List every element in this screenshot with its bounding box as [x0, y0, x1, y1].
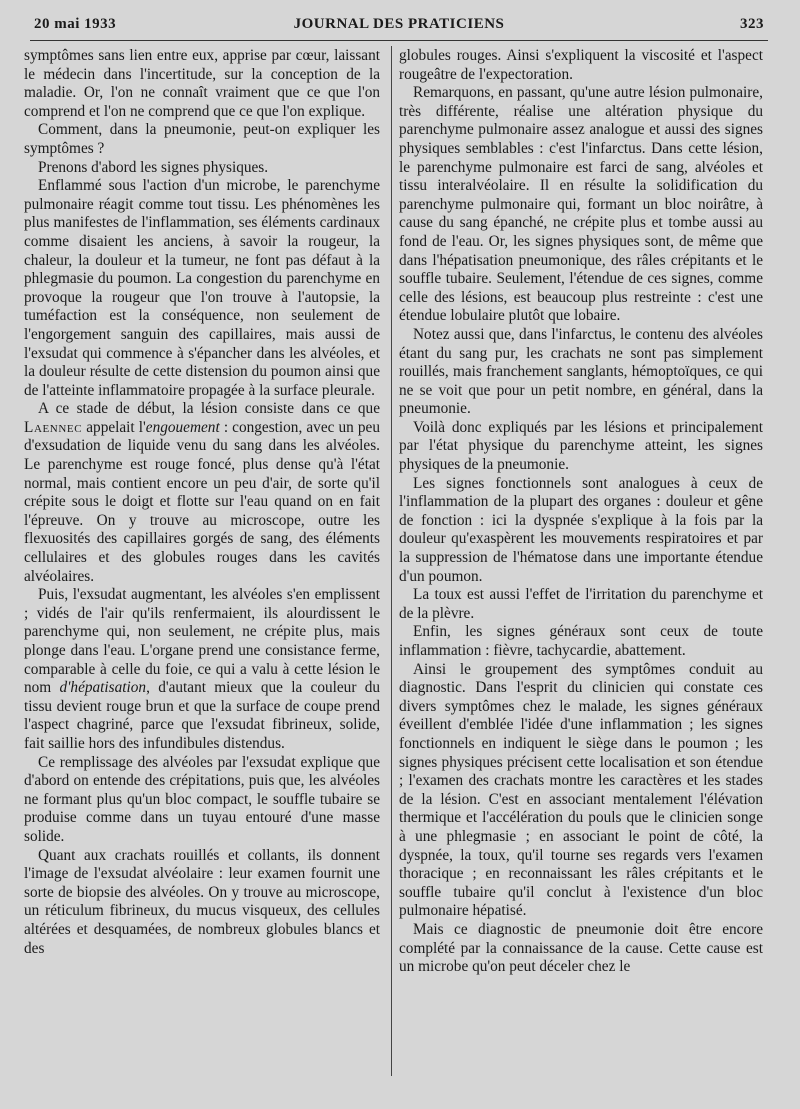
- paragraph: La toux est aussi l'effet de l'irritation du parenchyme et de la plèvre.: [399, 586, 763, 622]
- paragraph: Comment, dans la pneumonie, peut-on expliquer les symptômes ?: [24, 121, 380, 157]
- right-column: [399, 47, 763, 977]
- text-run: , d'autant mieux que la couleur du tissu devient rouge brun et que la surface de coupe prend l'aspect chagriné, parce que l'exsudat fibrineux, solide, fait saillie hors des infundibules distendus.: [24, 679, 381, 752]
- paragraph: Enflammé sous l'action d'un microbe, le parenchyme pulmonaire réagit comme tout tissu. Les phénomènes les plus manifestes de l'inflammation, ses éléments cardinaux comme disaient les anciens, à savoir la rougeur, la chaleur, la douleur et la tumeur, ne font pas défaut à la phlegmasie du poumon. La congestion du parenchyme en provoque la rougeur que l'on trouve à l'autopsie, la tuméfaction est la conséquence, non seulement de l'engorgement sanguin des capillaires, mais aussi de l'exsudat qui commence à s'épancher dans les alvéoles, et la douleur résulte de cette distension du poumon ainsi que de l'atteinte inflammatoire propagée à la surface pleurale.: [24, 177, 380, 399]
- paragraph: Mais ce diagnostic de pneumonie doit être encore complété par la connaissance de la cause. Cette cause est un microbe qu'on peut déceler chez le: [399, 920, 763, 976]
- column-divider: [391, 46, 392, 1076]
- paragraph: Notez aussi que, dans l'infarctus, le contenu des alvéoles étant du sang pur, les crachats ne sont pas simplement rouillés, mais franchement sanglants, hémoptoïques, ce qui ne se voit que pour un petit nombre, en général, dans la pneumonie.: [399, 325, 763, 418]
- paragraph: Les signes fonctionnels sont analogues à ceux de l'inflammation de la plupart des organes : douleur et gêne de fonction : ici la dyspnée s'explique à la fois par la douleur qu'exaspèrent les mouvements respiratoires et par la suppression de l'hématose dans une importante étendue d'un poumon.: [399, 474, 763, 585]
- header-journal-title: JOURNAL DES PRATICIENS: [293, 16, 505, 32]
- paragraph: Enfin, les signes généraux sont ceux de toute inflammation : fièvre, tachycardie, abattement.: [399, 623, 763, 659]
- text-run: appelait l': [86, 418, 146, 436]
- paragraph: Quant aux crachats rouillés et collants, ils donnent l'image de l'exsudat alvéolaire : leur examen fournit une sorte de biopsie des alvéoles. On y trouve au microscope, un réticulum fibrineux, du mucus visqueux, des cellules altérées et desquamées, de nombreux globules blancs et des: [24, 846, 380, 957]
- paragraph: [24, 586, 380, 753]
- paragraph: globules rouges. Ainsi s'expliquent la viscosité et l'aspect rougeâtre de l'expectoration.: [399, 47, 763, 83]
- header-page-number: 323: [740, 16, 764, 32]
- paragraph: Ce remplissage des alvéoles par l'exsudat explique que d'abord on entende des crépitations, puis que, les alvéoles ne formant plus qu'un bloc compact, le souffle tubaire se produise comme dans un tuyau entouré d'une masse solide.: [24, 753, 380, 845]
- text-run: Puis, l'exsudat augmentant, les alvéoles s'en emplissent ; vidés de l'air qu'ils renfermaient, ils alourdissent le parenchyme qui, non seulement, ne crépite plus, mais plonge dans l'eau. L'organe prend une consistance ferme, comparable à celle du foie, ce qui a valu à cette lésion le nom: [24, 586, 380, 697]
- paragraph: Remarquons, en passant, qu'une autre lésion pulmonaire, très différente, réalise une altération physique du parenchyme pulmonaire assez analogue et aussi des signes physiques semblables : c'est l'infarctus. Dans cette lésion, le parenchyme pulmonaire est farci de sang, alvéoles et tissu interalvéolaire. Il en résulte la solidification du parenchyme pulmonaire qui, formant un bloc noirâtre, à cause du sang épanché, ne crépite plus et tombe aussi au fond de l'eau. Or, les signes physiques sont, de même que dans l'hépatisation pneumonique, des râles crépitants et le souffle tubaire. Seulement, l'étendue de ces signes, comme celle des lésions, est beaucoup plus restreinte : c'est une étendue lobulaire plutôt que lobaire.: [399, 84, 763, 325]
- header-rule: [30, 40, 768, 41]
- left-column: [24, 47, 380, 958]
- paragraph: Prenons d'abord les signes physiques.: [38, 158, 269, 176]
- paragraph: [24, 400, 380, 586]
- author-name: Laennec: [24, 418, 83, 436]
- text-run: A ce stade de début, la lésion consiste dans ce que: [38, 400, 380, 418]
- italic-term: engouement: [145, 418, 220, 436]
- paragraph: Voilà donc expliqués par les lésions et principalement par l'état physique du parenchyme atteint, les signes physiques de la pneumonie.: [399, 418, 763, 474]
- header-date: 20 mai 1933: [34, 16, 117, 32]
- text-run: : congestion, avec un peu d'exsudation de liquide venu du sang dans les alvéoles. Le parenchyme est rouge foncé, plus dense qu'à l'état normal, mais contient encore un peu d'air, de sorte qu'il crépite sous le doigt et flotte sur l'eau quand on en fait l'épreuve. On y trouve au microscope, outre les flexuosités des capillaires gorgés de sang, des éléments cellulaires et des globules rouges dans les cavités alvéolaires.: [24, 418, 380, 585]
- paragraph: Ainsi le groupement des symptômes conduit au diagnostic. Dans l'esprit du clinicien qui constate ces divers symptômes chez le malade, les signes généraux éveillent d'emblée l'idée d'une inflammation ; les signes fonctionnels en indiquent le siège dans le poumon ; les signes physiques précisent cette localisation et son étendue ; l'examen des crachats montre les caractères et les stades de la lésion. C'est en associant mentalement l'élévation thermique et l'accélération du pouls que le clinicien songe à une phlegmasie ; en associant le point de côté, la dyspnée, la toux, qu'il tourne ses regards vers l'examen thoracique ; en reconnaissant les râles crépitants et le souffle tubaire qu'il conclut à l'existence d'un bloc pulmonaire hépatisé.: [399, 660, 763, 920]
- running-header: [34, 16, 764, 38]
- italic-term: d'hépatisation: [59, 679, 147, 697]
- paragraph: symptômes sans lien entre eux, apprise par cœur, laissant le médecin dans l'incertitude, sur la conception de la maladie. Or, l'on ne connaît vraiment que ce que l'on comprend et l'on ne comprend que ce que l'on explique.: [24, 47, 380, 120]
